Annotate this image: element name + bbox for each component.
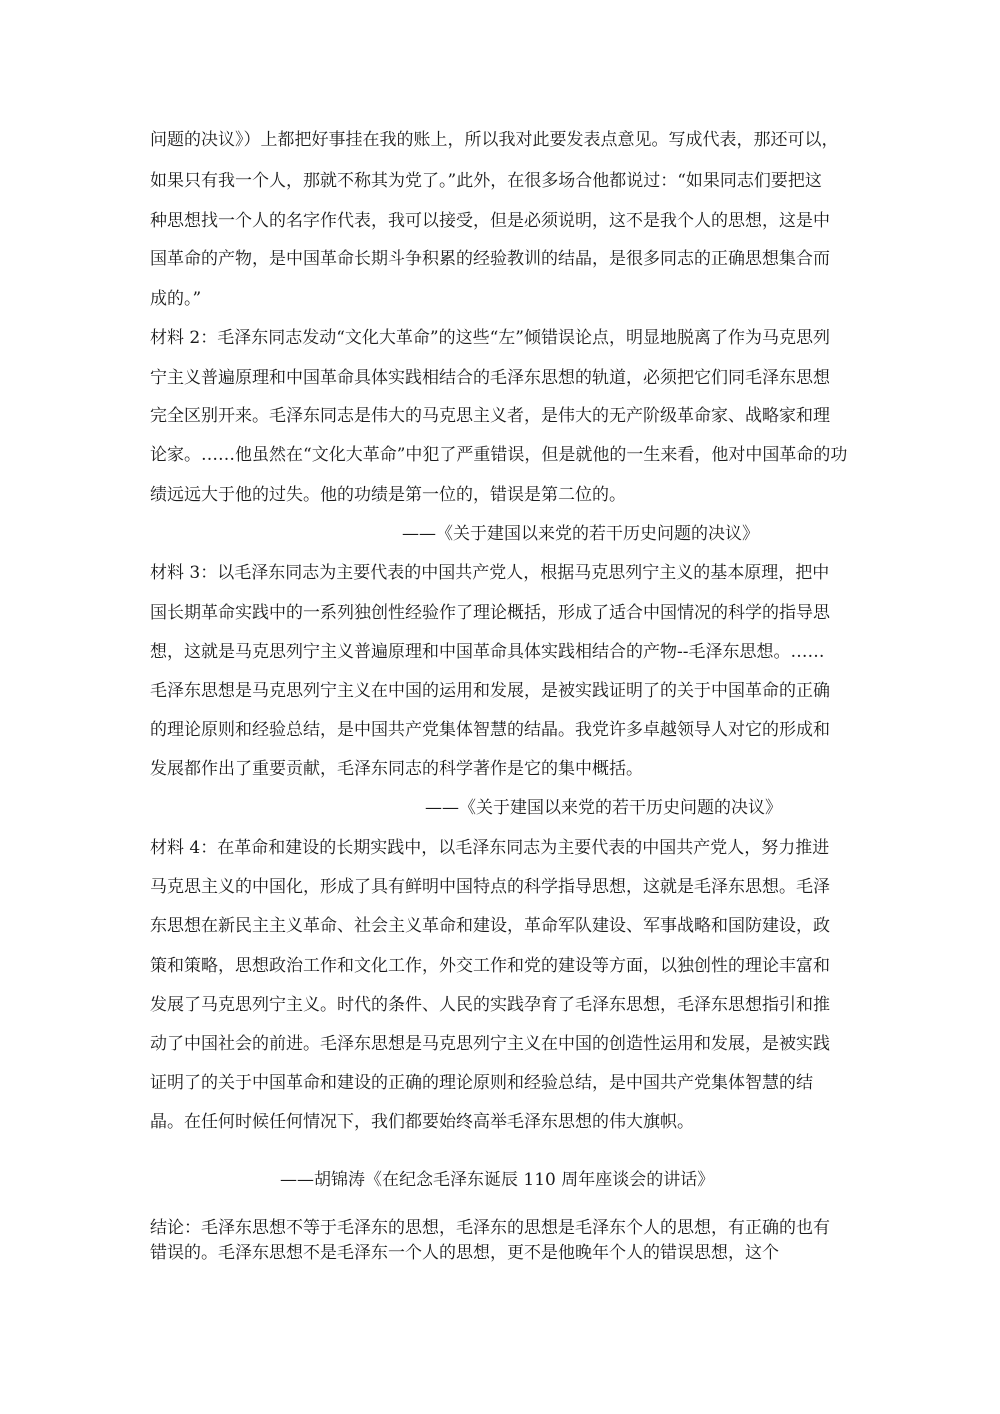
- material2-source: ——《关于建国以来党的若干历史问题的决议》: [402, 524, 759, 544]
- material4-line: 马克思主义的中国化，形成了具有鲜明中国特点的科学指导思想，这就是毛泽东思想。毛泽: [150, 877, 830, 897]
- continuation-line: 如果只有我一个人，那就不称其为党了。”此外，在很多场合他都说过：“如果同志们要把这: [150, 171, 822, 191]
- continuation-line: 种思想找一个人的名字作代表，我可以接受，但是必须说明，这不是我个人的思想，这是中: [150, 211, 830, 231]
- material4-source: ——胡锦涛《在纪念毛泽东诞辰 110 周年座谈会的讲话》: [280, 1170, 715, 1190]
- conclusion-line: 错误的。毛泽东思想不是毛泽东一个人的思想，更不是他晚年个人的错误思想，这个: [150, 1243, 779, 1263]
- material4-line: 东思想在新民主主义革命、社会主义革命和建设，革命军队建设、军事战略和国防建设，政: [150, 916, 830, 936]
- material4-line: 动了中国社会的前进。毛泽东思想是马克思列宁主义在中国的创造性运用和发展，是被实践: [150, 1034, 830, 1054]
- continuation-line: 成的。”: [150, 289, 202, 309]
- material2-line: 完全区别开来。毛泽东同志是伟大的马克思主义者，是伟大的无产阶级革命家、战略家和理: [150, 406, 830, 426]
- material2-line: 宁主义普遍原理和中国革命具体实践相结合的毛泽东思想的轨道，必须把它们同毛泽东思想: [150, 368, 830, 388]
- material4-line: 材料 4：在革命和建设的长期实践中，以毛泽东同志为主要代表的中国共产党人，努力推进: [150, 838, 830, 858]
- material2-line: 绩远远大于他的过失。他的功绩是第一位的，错误是第二位的。: [150, 485, 626, 505]
- continuation-line: 国革命的产物，是中国革命长期斗争积累的经验教训的结晶，是很多同志的正确思想集合而: [150, 249, 830, 269]
- conclusion-line: 结论：毛泽东思想不等于毛泽东的思想，毛泽东的思想是毛泽东个人的思想，有正确的也有: [150, 1218, 830, 1238]
- material3-line: 想，这就是马克思列宁主义普遍原理和中国革命具体实践相结合的产物--毛泽东思想。……: [150, 642, 825, 662]
- material3-line: 材料 3：以毛泽东同志为主要代表的中国共产党人，根据马克思列宁主义的基本原理，把中: [150, 563, 830, 583]
- material3-source: ——《关于建国以来党的若干历史问题的决议》: [425, 798, 782, 818]
- continuation-line: 问题的决议》）上都把好事挂在我的账上，所以我对此要发表点意见。写成代表，那还可以，: [150, 130, 839, 150]
- material3-line: 发展都作出了重要贡献，毛泽东同志的科学著作是它的集中概括。: [150, 759, 643, 779]
- material4-line: 证明了的关于中国革命和建设的正确的理论原则和经验总结，是中国共产党集体智慧的结: [150, 1073, 813, 1093]
- material2-line: 材料 2：毛泽东同志发动“文化大革命”的这些“左”倾错误论点，明显地脱离了作为马克思列: [150, 328, 830, 348]
- material3-line: 毛泽东思想是马克思列宁主义在中国的运用和发展，是被实践证明了的关于中国革命的正确: [150, 681, 830, 701]
- material4-line: 策和策略，思想政治工作和文化工作，外交工作和党的建设等方面，以独创性的理论丰富和: [150, 956, 830, 976]
- material3-line: 的理论原则和经验总结，是中国共产党集体智慧的结晶。我党许多卓越领导人对它的形成和: [150, 720, 830, 740]
- material3-line: 国长期革命实践中的一系列独创性经验作了理论概括，形成了适合中国情况的科学的指导思: [150, 603, 830, 623]
- material4-line: 发展了马克思列宁主义。时代的条件、人民的实践孕育了毛泽东思想，毛泽东思想指引和推: [150, 995, 830, 1015]
- material4-line: 晶。在任何时候任何情况下，我们都要始终高举毛泽东思想的伟大旗帜。: [150, 1112, 694, 1132]
- material2-line: 论家。……他虽然在“文化大革命”中犯了严重错误，但是就他的一生来看，他对中国革命的功: [150, 445, 848, 465]
